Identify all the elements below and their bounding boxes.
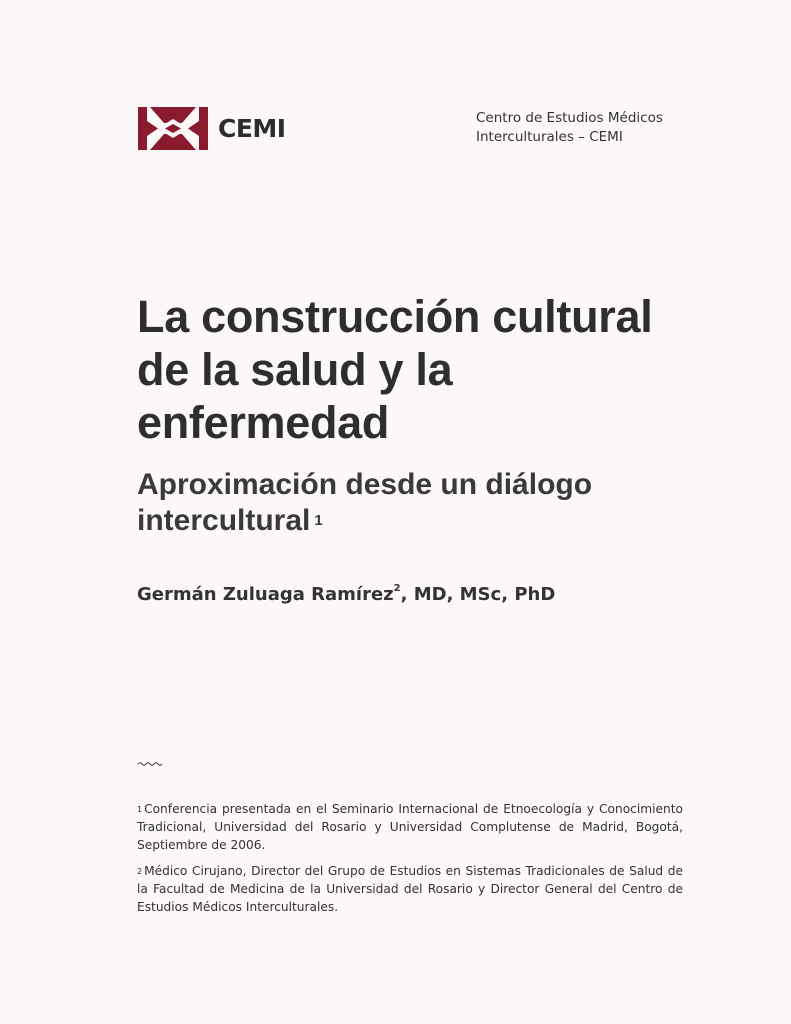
author-line bbox=[137, 584, 555, 605]
subtitle-line-2-text: intercultural bbox=[137, 504, 311, 537]
footnote-1-text: Conferencia presentada en el Seminario Internacional de Etnoecología y Conocimiento Tradicional, Universidad del Rosario y Universidad Complutense de Madrid, Bogotá, Septiembre de 2006. bbox=[137, 802, 683, 852]
footnote-1 bbox=[137, 800, 683, 854]
footnote-2-text: Médico Cirujano, Director del Grupo de Estudios en Sistemas Tradicionales de Salud de la Facultad de Medicina de la Universidad del Rosario y Director General del Centro de Estudios Médicos Interculturales. bbox=[137, 864, 683, 914]
subtitle-footnote-mark: 1 bbox=[314, 512, 323, 529]
footnotes bbox=[137, 800, 683, 924]
organization-name-line-2: Interculturales – CEMI bbox=[476, 129, 623, 145]
title-line-2: de la salud y la bbox=[137, 344, 453, 395]
subtitle-line-1: Aproximación desde un diálogo bbox=[137, 468, 593, 501]
title-line-1: La construcción cultural bbox=[137, 291, 653, 342]
subtitle-line-2 bbox=[137, 503, 737, 539]
logo-text: CEMI bbox=[218, 114, 286, 143]
footnote-1-mark: 1 bbox=[137, 805, 143, 814]
author-name: Germán Zuluaga Ramírez bbox=[137, 584, 394, 605]
author-footnote-mark: 2 bbox=[393, 583, 401, 594]
document-title bbox=[137, 290, 737, 449]
document-subtitle bbox=[137, 467, 737, 539]
wavy-divider bbox=[137, 760, 165, 768]
organization-name-line-1: Centro de Estudios Médicos bbox=[476, 110, 663, 126]
cemi-emblem-icon bbox=[138, 107, 208, 150]
author-credentials: , MD, MSc, PhD bbox=[400, 584, 556, 605]
organization-name bbox=[476, 109, 663, 147]
footnote-2-mark: 2 bbox=[137, 867, 143, 876]
cemi-logo bbox=[138, 107, 286, 150]
title-line-3: enfermedad bbox=[137, 397, 390, 448]
footnote-2 bbox=[137, 862, 683, 916]
